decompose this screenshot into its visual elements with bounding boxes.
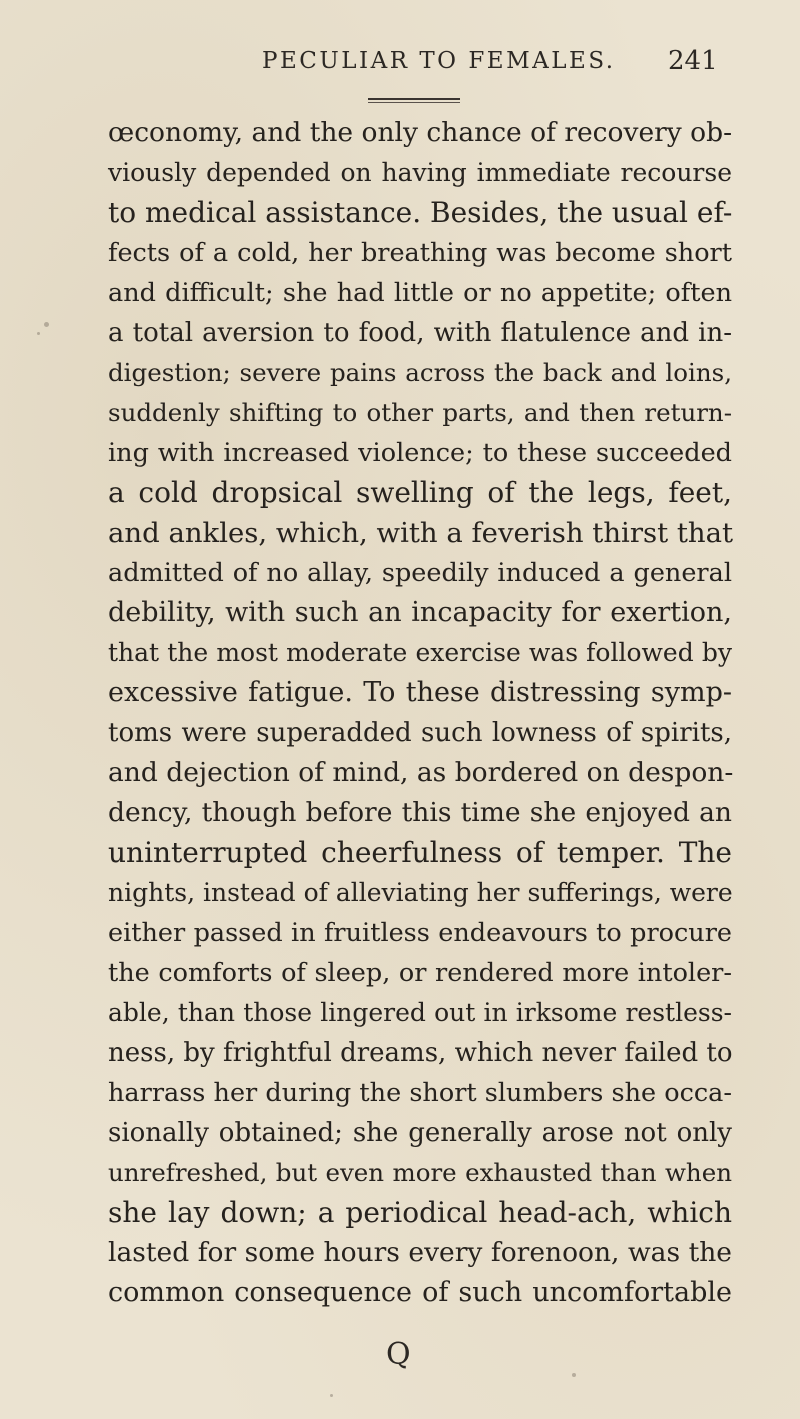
text-line: ness, by frightful dreams, which never failed to [108,1038,733,1068]
running-title: PECULIAR TO FEMALES. [262,48,616,74]
text-line: a cold dropsical swelling of the legs, feet, [108,476,732,509]
text-line: harrass her during the short slumbers she occa- [108,1078,732,1108]
text-line: she lay down; a periodical head-ach, which [108,1196,732,1229]
text-line: and ankles, which, with a feverish thirst that [108,517,734,549]
text-line: admitted of no allay, speedily induced a general [108,558,732,588]
text-line: to medical assistance. Besides, the usual ef- [108,196,733,229]
text-line: debility, with such an incapacity for exertion, [108,597,732,628]
text-line: the comforts of sleep, or rendered more intoler- [108,958,732,988]
signature-mark: Q [386,1337,411,1372]
header-rule [368,98,460,100]
text-line: fects of a cold, her breathing was become short [108,238,732,268]
text-line: suddenly shifting to other parts, and then return- [108,398,732,427]
running-head [0,48,800,88]
paper-speck [37,332,40,335]
text-line: dency, though before this time she enjoyed an [108,797,732,828]
text-line: œconomy, and the only chance of recovery ob- [108,117,733,148]
paper-speck [44,322,49,327]
text-line: common consequence of such uncomfortable [108,1277,732,1308]
header-rule-thin [368,102,460,103]
text-line: digestion; severe pains across the back and loins, [108,358,732,387]
text-line: viously depended on having immediate recourse [108,158,732,187]
text-line: excessive fatigue. To these distressing symp- [108,677,732,708]
text-line: nights, instead of alleviating her sufferings, were [108,878,733,907]
text-line: able, than those lingered out in irksome restless- [108,998,732,1027]
text-line: toms were superadded such lowness of spirits, [108,718,732,748]
text-line: and dejection of mind, as bordered on despon- [108,757,734,788]
page-number: 241 [668,46,718,76]
text-line: a total aversion to food, with flatulence and in- [108,318,732,348]
text-line: either passed in fruitless endeavours to procure [108,918,732,948]
text-line: lasted for some hours every forenoon, was the [108,1237,732,1268]
text-line: unrefreshed, but even more exhausted than when [108,1158,732,1187]
text-line: that the most moderate exercise was followed by [108,638,732,667]
paper-speck [330,1394,333,1397]
text-line: uninterrupted cheerfulness of temper. The [108,836,732,869]
paper-speck [572,1373,576,1377]
text-line: and difficult; she had little or no appetite; often [108,278,732,308]
text-line: ing with increased violence; to these succeeded [108,438,732,468]
text-line: sionally obtained; she generally arose not only [108,1118,732,1148]
